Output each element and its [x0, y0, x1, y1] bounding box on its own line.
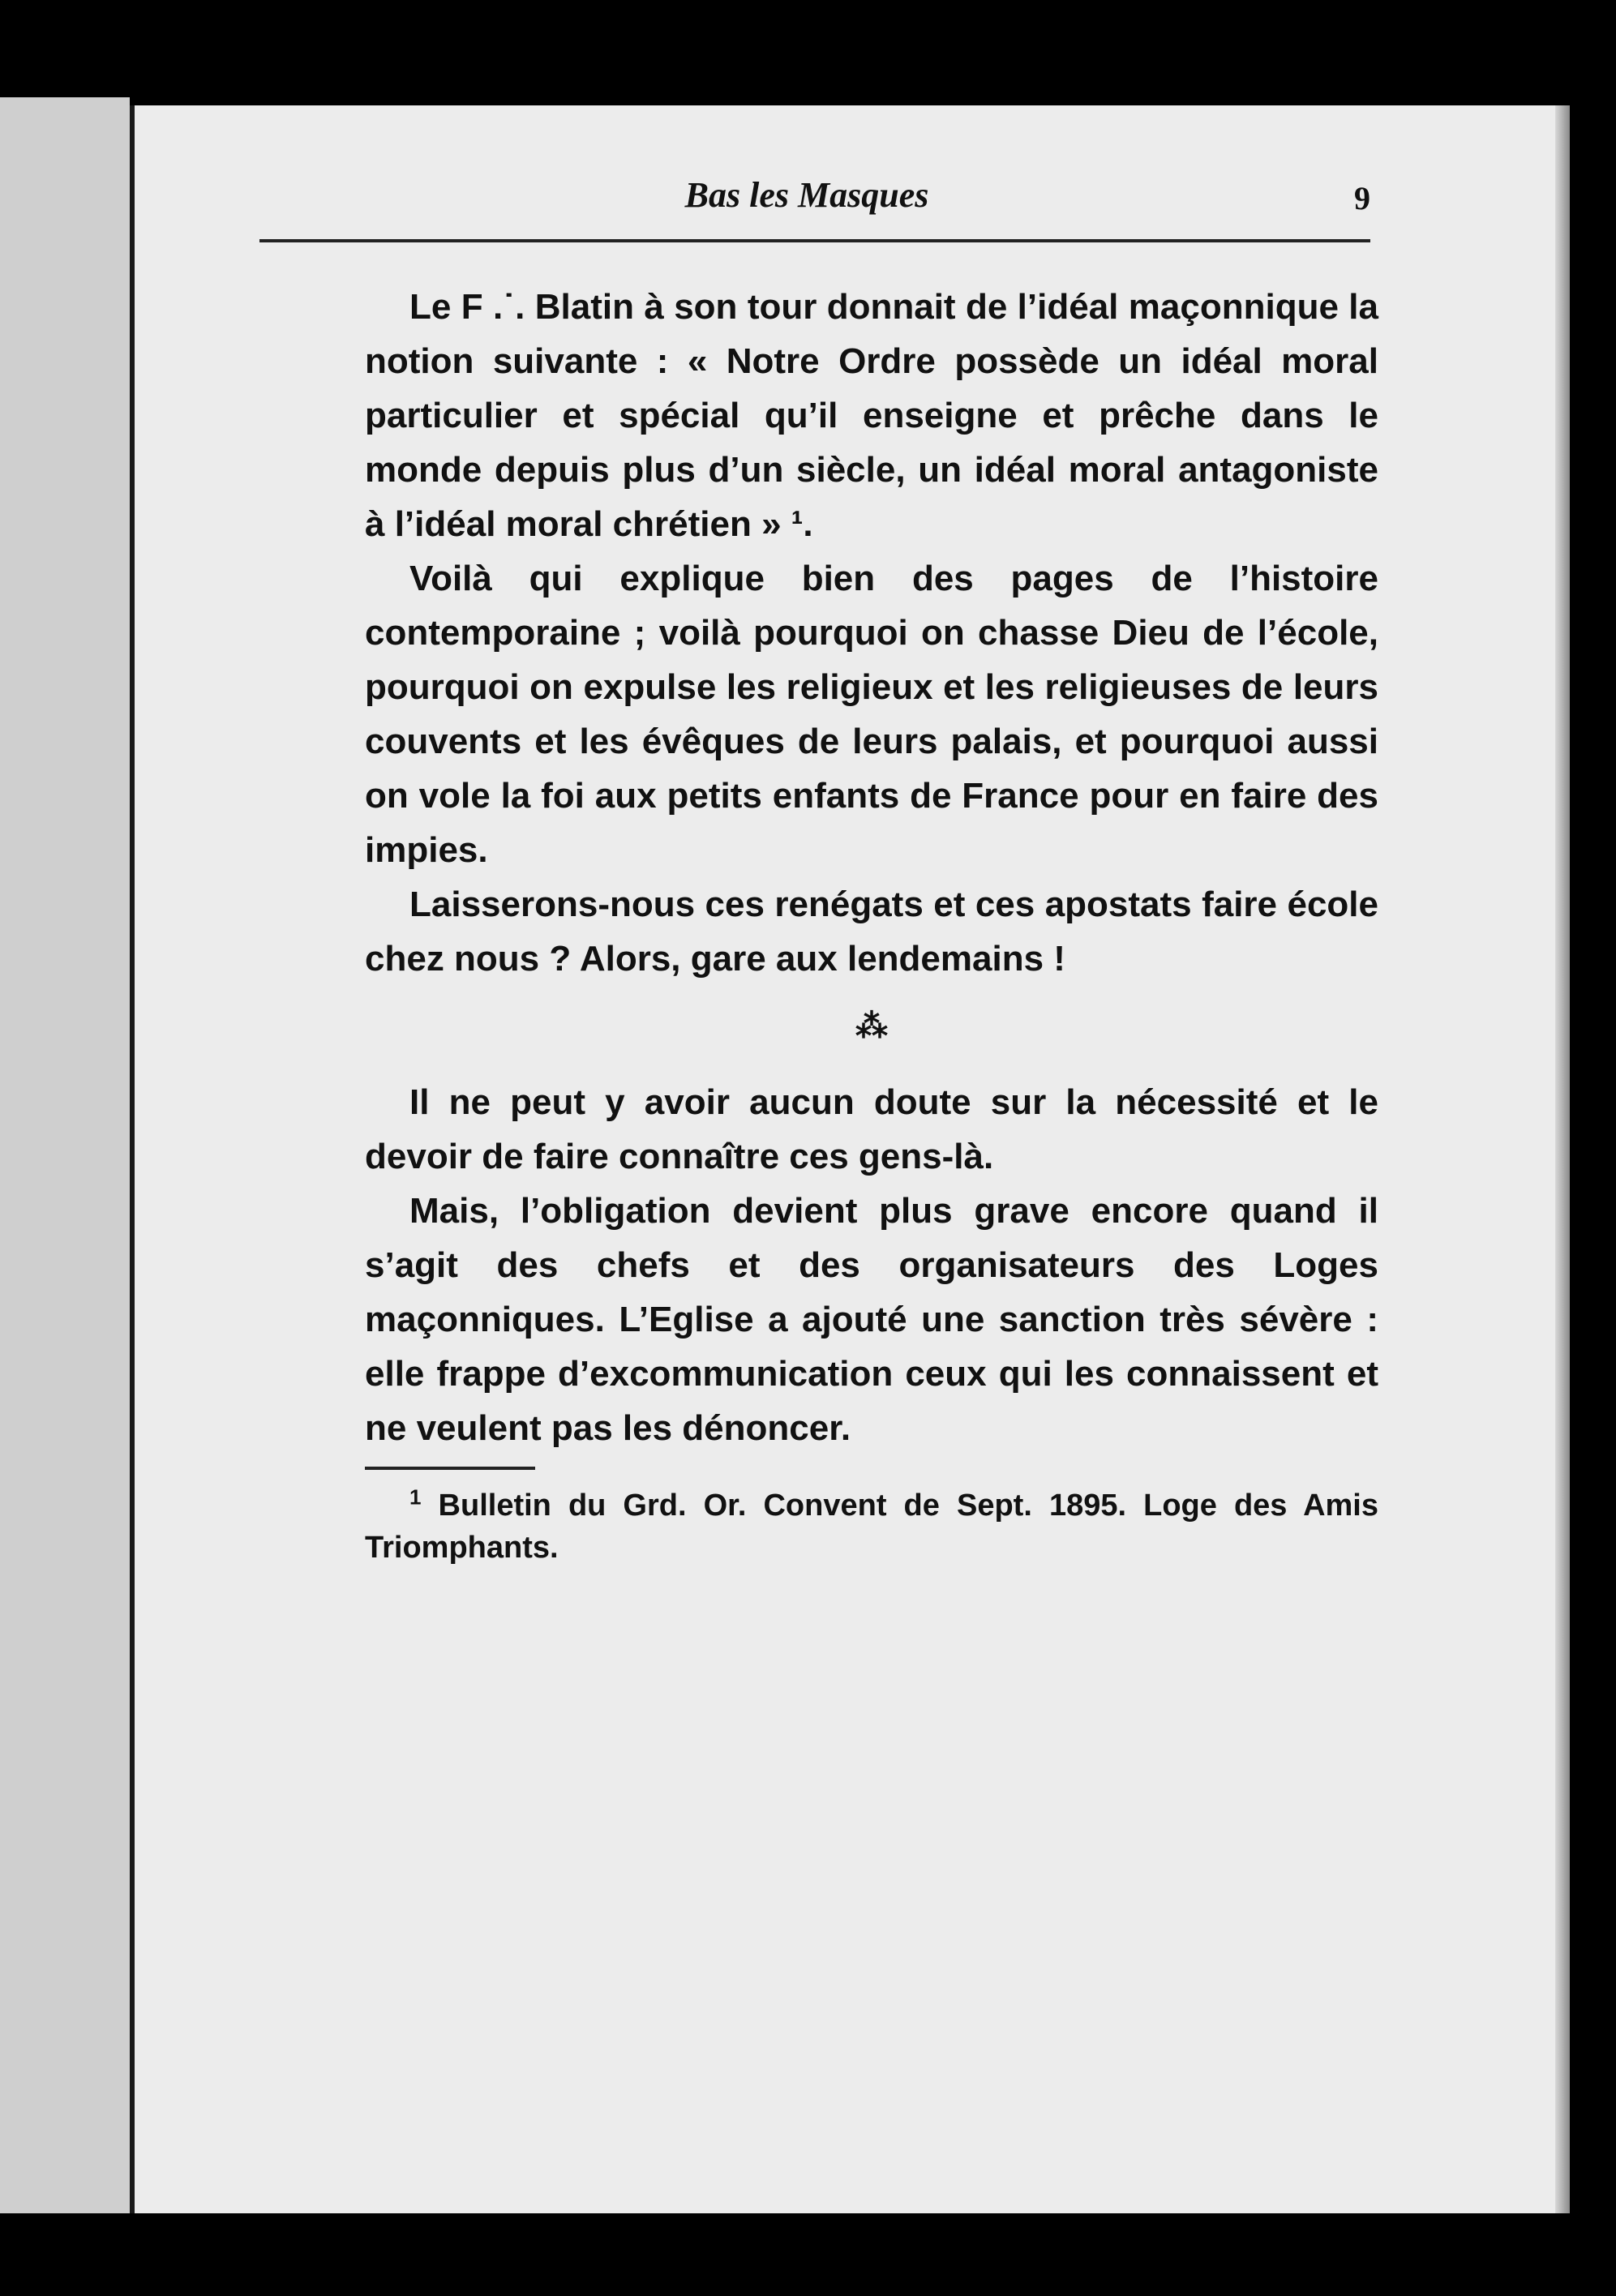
page-edge-shadow [1555, 105, 1570, 2213]
facing-page-edge [0, 97, 130, 2213]
paragraph-5: Mais, l’obligation devient plus grave encore quand il s’agit des chefs et des organisateurs des Loges maçonniques. L’Eglise a ajouté une sanction très sévère : elle frappe d’excommunication ceux qui les connaissent et ne veulent pas les dénoncer. [365, 1191, 1378, 1448]
running-title: Bas les Masques [684, 175, 929, 215]
body-text [365, 280, 1378, 1569]
page-number: 9 [1354, 180, 1370, 216]
section-break-asterism: ⁂ [855, 1009, 888, 1044]
running-head [243, 174, 1370, 231]
footnote-text: Bulletin du Grd. Or. Convent de Sept. 1895. Loge des Amis Triomphants. [365, 1489, 1378, 1565]
header-rule [259, 239, 1370, 242]
paragraph-4: Il ne peut y avoir aucun doute sur la nécessité et le devoir de faire connaître ces gens-là. [365, 1082, 1378, 1176]
paragraph-1: Le F .˙. Blatin à son tour donnait de l’idéal maçonnique la notion suivante : « Notre Ordre possède un idéal moral particulier et spécial qu’il enseigne et prêche dans le monde depuis plus d’un siècle, un idéal moral antagoniste à l’idéal moral chrétien » ¹. [365, 287, 1378, 544]
footnote-rule [365, 1467, 535, 1470]
paragraph-2: Voilà qui explique bien des pages de l’histoire contemporaine ; voilà pourquoi on chasse Dieu de l’école, pourquoi on expulse les religieux et les religieuses de leurs couvents et les évêques de leurs palais, et pourquoi aussi on vole la foi aux petits enfants de France pour en faire des impies. [365, 559, 1378, 870]
paragraph-3: Laisserons-nous ces renégats et ces apostats faire école chez nous ? Alors, gare aux lendemains ! [365, 885, 1378, 979]
footnote [365, 1484, 1378, 1569]
footnote-marker: 1 [409, 1484, 422, 1510]
